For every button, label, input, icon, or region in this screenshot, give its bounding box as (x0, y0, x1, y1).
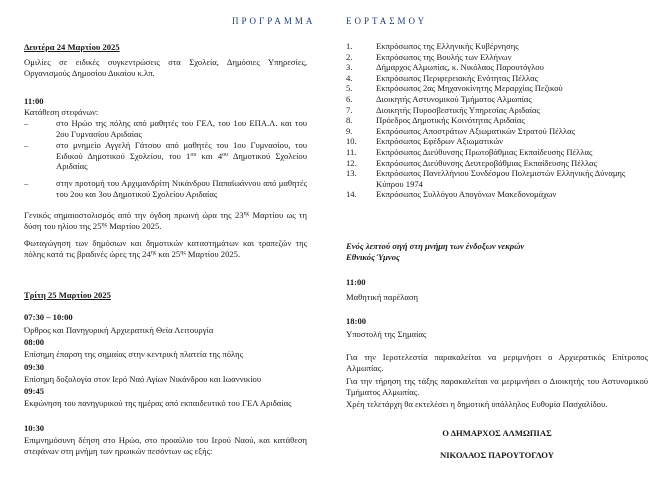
list-item-text: Εκπρόσωπος Διεύθυνσης Δευτεροβάθμιας Εκπαίδευσης Πέλλας (376, 157, 598, 168)
day1-title: Δευτέρα 24 Μαρτίου 2025 (24, 42, 120, 52)
list-item-number: 10. (346, 136, 357, 147)
header-right: ΕΟΡΤΑΣΜΟΥ (346, 16, 428, 26)
bullet-dash: – (24, 140, 29, 150)
time-0800: 08:00 (24, 337, 45, 347)
bullet-dash: – (24, 118, 29, 128)
header-left: ΠΡΟΓΡΑΜΜΑ (232, 16, 316, 26)
wreath-item-2 (24, 140, 307, 172)
list-item-number: 14. (346, 189, 357, 200)
list-item-number: 12. (346, 157, 357, 168)
note-ceremony: Για την Ιεροτελεστία παρακαλείται να μεριμνήσει ο Αρχιερατικός Επίτροπος Αλμωπίας. (346, 352, 648, 373)
lighting-paragraph: Φωταγώγηση των δημόσιων και δημοτικών καταστημάτων και τραπεζών της πόλης κατά τις βραδινές ώρες της $24^{\eta\varsigma}$ και $25^{\eta\varsigma}$ Μαρτίου 2025. (24, 238, 307, 259)
list-item (346, 189, 648, 200)
list-item (346, 83, 648, 94)
time-0730: 07:30 – 10:00 (24, 312, 73, 322)
wreath-text-1: στο Ηρώο της πόλης από μαθητές του ΓΕΛ, του 1ου ΕΠΑ.Λ. και του 2ου Γυμνασίου Αριδαίας (56, 118, 307, 139)
list-item-text: Διοικητής Πυροσβεστικής Υπηρεσίας Αριδαίας (376, 104, 540, 115)
list-item-text: Εκπρόσωπος Διεύθυνσης Πρωτοβάθμιας Εκπαίδευσης Πέλλας (376, 146, 593, 157)
list-item-text: Εκπρόσωπος Συλλόγου Απογόνων Μακεδονομάχων (376, 189, 557, 200)
list-item-number: 3. (346, 62, 353, 73)
list-item-text: Εκπρόσωπος Πανελλήνιου Συνδέσμου Πολεμιστών Ελληνικής Δύναμης Κύπρου 1974 (376, 168, 626, 189)
list-item (346, 147, 648, 158)
note-master: Χρέη τελετάρχη θα εκτελέσει η δημοτική υπάλληλος Ευθυμία Πασχαλίδου. (346, 399, 608, 409)
time-1030: 10:30 (24, 423, 45, 433)
list-item (346, 115, 648, 126)
list-item (346, 136, 648, 147)
event-0800: Επίσημη έπαρση της σημαίας στην κεντρική πλατεία της πόλης (24, 349, 244, 359)
wreath-order-list (346, 41, 648, 200)
list-item-number: 9. (346, 125, 353, 136)
anthem-line: Εθνικός Ύμνος (346, 252, 400, 262)
flag-paragraph: Γενικός σημαιοστολισμός από την όγδοη πρωινή ώρα της $23^{\eta\varsigma}$ Μαρτίου ως τη δύση του ηλίου της $25^{\eta\varsigma}$ Μαρτίου 2025. (24, 210, 308, 231)
list-item-number: 7. (346, 104, 353, 115)
list-item-number: 1. (346, 41, 353, 51)
list-item-text: Πρόεδρος Δημοτικής Κοινότητας Αριδαίας (376, 115, 525, 126)
day1-intro: Ομιλίες σε ειδικές συγκεντρώσεις στα Σχολεία, Δημόσιες Υπηρεσίες, Οργανισμούς Δημοσίου Δικαίου κ.λπ. (24, 57, 307, 78)
note-order: Για την τήρηση της τάξης παρακαλείται να μεριμνήσει ο Διοικητής του Αστυνομικού Τμήματος Αλμωπίας. (346, 376, 648, 397)
event-parade: Μαθητική παρέλαση (346, 292, 419, 302)
list-item (346, 73, 648, 84)
mayor-name: ΝΙΚΟΛΑΟΣ ΠΑΡΟΥΤΟΓΛΟΥ (440, 450, 554, 460)
list-item-number: 4. (346, 72, 353, 83)
list-item-text: Εκπρόσωπος της Ελληνικής Κυβέρνησης (376, 41, 519, 51)
wreath-item-1 (24, 118, 307, 139)
list-item-number: 8. (346, 115, 353, 126)
event-1030: Επιμνημόσυνη δέηση στο Ηρώο, στο προαύλιο του Ιερού Ναού, και κατάθεση στεφάνων στη μνήμη των ηρωικών πεσόντων ως εξής: (24, 435, 307, 456)
event-flag-lowering: Υποστολή της Σημαίας (346, 329, 427, 339)
list-item-text: Εκπρόσωπος της Βουλής των Ελλήνων (376, 51, 512, 62)
time-1100: 11:00 (24, 96, 44, 106)
list-item-number: 11. (346, 146, 357, 157)
list-item-number: 5. (346, 83, 353, 94)
list-item-number: 13. (346, 168, 357, 179)
time-1100-right: 11:00 (346, 277, 366, 287)
list-item-text: Εκπρόσωπος Εφέδρων Αξιωματικών (376, 136, 504, 147)
time-0945: 09:45 (24, 386, 45, 396)
wreath-item-3 (24, 178, 307, 199)
time-0930: 09:30 (24, 362, 45, 372)
list-item-number: 2. (346, 51, 353, 62)
list-item (346, 52, 648, 63)
event-0945: Εκφώνηση του πανηγυρικού της ημέρας από εκπαιδευτικό του ΓΕΛ Αριδαίας (24, 398, 292, 408)
wreath-text-2: στο μνημείο Αγγελή Γάτσου από μαθητές του 1ου Γυμνασίου, του Ειδικού Δημοτικού Σχολείου, του $1^{o\upsilon}$ και $4^{o\upsilon}$ Δημοτικού Σχολείου Αριδαίας (56, 140, 307, 172)
list-item (346, 168, 648, 189)
list-item (346, 126, 648, 137)
wreath-title: Κατάθεση στεφάνων: (24, 107, 99, 117)
time-1800: 18:00 (346, 316, 367, 326)
list-item (346, 94, 648, 105)
list-item-text: Δήμαρχος Αλμωπίας, κ. Νικόλαος Παρουτόγλου (376, 62, 544, 73)
list-item (346, 62, 648, 73)
silence-line: Ενός λεπτού σιγή στη μνήμη των ένδοξων νεκρών (346, 241, 525, 251)
list-item-number: 6. (346, 93, 353, 104)
event-0930: Επίσημη δοξολογία στον Ιερό Ναό Αγίων Νικάνδρου και Ιωαννικίου (24, 374, 262, 384)
list-item (346, 158, 648, 169)
list-item (346, 41, 648, 52)
list-item-text: Διοικητής Αστυνομικού Τμήματος Αλμωπίας (376, 93, 532, 104)
list-item-text: Εκπρόσωπος Αποστράτων Αξιωματικών Στρατού Πέλλας (376, 125, 576, 136)
event-0730: Όρθρος και Πανηγυρική Αρχιερατική Θεία Λειτουργία (24, 325, 214, 335)
list-item-text: Εκπρόσωπος 2ας Μηχανοκίνητης Μεραρχίας Πεζικού (376, 83, 563, 94)
bullet-dash: – (24, 178, 29, 188)
wreath-text-3: στην προτομή του Αρχιμανδρίτη Νικάνδρου Παπαϊωάννου από μαθητές του 2ου και 3ου Δημοτικού Σχολείου Αριδαίας (56, 178, 307, 199)
list-item-text: Εκπρόσωπος Περιφερειακής Ενότητας Πέλλας (376, 72, 538, 83)
mayor-title: Ο ΔΗΜΑΡΧΟΣ ΑΛΜΩΠΙΑΣ (442, 428, 552, 438)
day2-title: Τρίτη 25 Μαρτίου 2025 (24, 290, 111, 300)
list-item (346, 105, 648, 116)
